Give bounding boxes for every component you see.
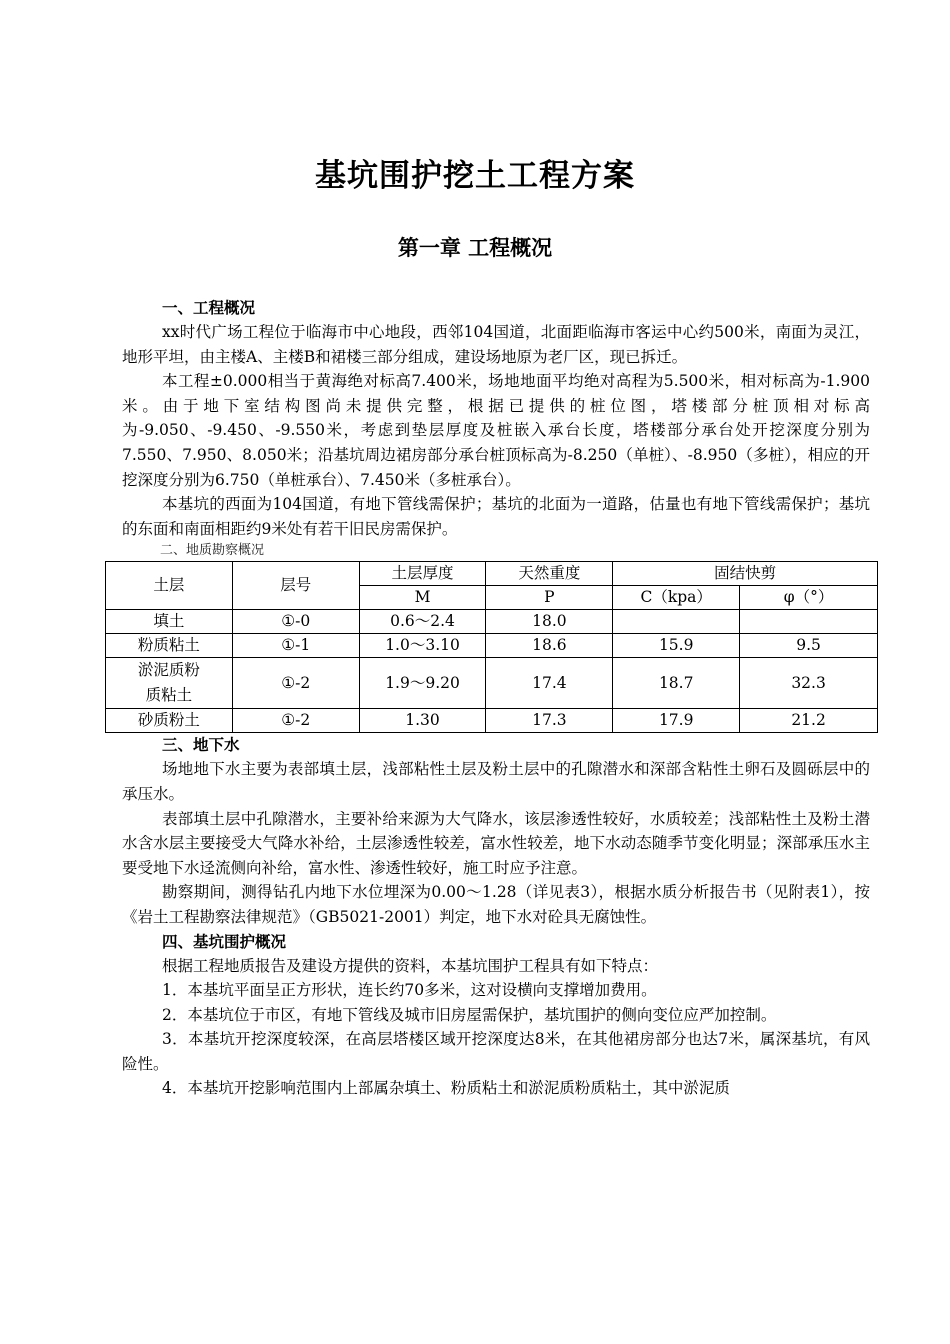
table-row: [106, 658, 878, 709]
paragraph: xx时代广场工程位于临海市中心地段，西邻104国道，北面距临海市客运中心约500米，南面为灵江，地形平坦，由主楼A、主楼B和裙楼三部分组成，建设场地原为老厂区，现已拆迁。: [122, 323, 870, 366]
table-header-shear: 固结快剪: [613, 562, 878, 586]
paragraph: 表部填土层中孔隙潜水，主要补给来源为大气降水，该层渗透性较好，水质较差；浅部粘性土及粉土潜水含水层主要接受大气降水补给，土层渗透性较差，富水性较差，地下水动态随季节变化明显；深部承压水主要受地下水迳流侧向补给，富水性、渗透性较好，施工时应予注意。: [122, 809, 870, 877]
table-header-soil: 土层: [106, 562, 233, 610]
cell-soil: 填土: [106, 610, 233, 634]
paragraph: 1．本基坑平面呈正方形状，连长约70多米，这对设横向支撑增加费用。: [162, 981, 657, 1000]
paragraph: 勘察期间，测得钻孔内地下水位埋深为0.00～1.28（详见表3），根据水质分析报告书（见附表1），按《岩土工程勘察法律规范》（GB5021-2001）判定，地下水对砼具无腐蚀性。: [122, 883, 870, 926]
table-header-layer: 层号: [232, 562, 359, 610]
cell-layer: ①-2: [232, 709, 359, 733]
cell-thickness: 0.6～2.4: [359, 610, 486, 634]
table-header-phi: φ（°）: [740, 586, 878, 610]
cell-thickness: 1.30: [359, 709, 486, 733]
cell-layer: ①-0: [232, 610, 359, 634]
table-row: [106, 709, 878, 733]
cell-phi: 9.5: [740, 634, 878, 658]
cell-soil-line1: 淤泥质粉: [137, 661, 200, 680]
cell-soil: 粉质粘土: [106, 634, 233, 658]
cell-c: 18.7: [613, 658, 740, 709]
table-header-thickness: 土层厚度: [359, 562, 486, 586]
section-heading-groundwater: 三、地下水: [162, 736, 240, 755]
cell-phi: [740, 610, 878, 634]
paragraph: 根据工程地质报告及建设方提供的资料，本基坑围护工程具有如下特点：: [162, 956, 659, 975]
cell-layer: ①-2: [232, 658, 359, 709]
table-row: [106, 610, 878, 634]
cell-thickness: 1.9～9.20: [359, 658, 486, 709]
cell-weight: 17.4: [486, 658, 613, 709]
table-row: [106, 634, 878, 658]
paragraph: 2．本基坑位于市区，有地下管线及城市旧房屋需保护，基坑围护的侧向变位应严加控制。: [162, 1005, 777, 1024]
cell-weight: 17.3: [486, 709, 613, 733]
cell-soil-line2: 质粘土: [145, 686, 193, 705]
paragraph: 场地地下水主要为表部填土层，浅部粘性土层及粉土层中的孔隙潜水和深部含粘性土卵石及圆砾层中的承压水。: [122, 760, 870, 803]
cell-weight: 18.6: [486, 634, 613, 658]
table-header-weight-unit: P: [486, 586, 613, 610]
cell-soil: [106, 658, 233, 709]
cell-weight: 18.0: [486, 610, 613, 634]
document-body: [122, 296, 870, 1101]
cell-phi: 32.3: [740, 658, 878, 709]
cell-c: 15.9: [613, 634, 740, 658]
table-header-c: C（kpa）: [613, 586, 740, 610]
paragraph: 本基坑的西面为104国道，有地下管线需保护；基坑的北面为一道路，估量也有地下管线需保护；基坑的东面和南面相距约9米处有若干旧民房需保护。: [122, 495, 870, 538]
paragraph: 4．本基坑开挖影响范围内上部属杂填土、粉质粘土和淤泥质粉质粘土，其中淤泥质: [162, 1079, 730, 1098]
cell-thickness: 1.0～3.10: [359, 634, 486, 658]
geology-table: [105, 561, 878, 733]
table-header-weight: 天然重度: [486, 562, 613, 586]
cell-phi: 21.2: [740, 709, 878, 733]
chapter-heading: 第一章 工程概况: [397, 236, 553, 260]
table-header-thickness-unit: M: [359, 586, 486, 610]
cell-layer: ①-1: [232, 634, 359, 658]
paragraph: 3．本基坑开挖深度较深，在高层塔楼区域开挖深度达8米，在其他裙房部分也达7米，属深基坑，有风险性。: [122, 1030, 870, 1073]
cell-c: 17.9: [613, 709, 740, 733]
paragraph: 本工程±0.000相当于黄海绝对标高7.400米，场地地面平均绝对高程为5.500米，相对标高为-1.900米。由于地下室结构图尚未提供完整，根据已提供的桩位图，塔楼部分桩顶相对标高为-9.050、-9.450、-9.550米，考虑到垫层厚度及桩嵌入承台长度，塔楼部分承台处开挖深度分别为7.550、7.950、8.050米；沿基坑周边裙房部分承台桩顶标高为-8.250（单桩）、-8.950（多桩），相应的开挖深度分别为6.750（单桩承台）、7.450米（多桩承台）。: [122, 372, 870, 489]
document-title: 基坑围护挖土工程方案: [315, 158, 635, 194]
section-heading-support: 四、基坑围护概况: [162, 932, 287, 951]
cell-c: [613, 610, 740, 634]
section-heading-geology: 二、地质勘察概况: [160, 543, 265, 559]
cell-soil: 砂质粉土: [106, 709, 233, 733]
section-heading-overview: 一、工程概况: [162, 299, 256, 317]
